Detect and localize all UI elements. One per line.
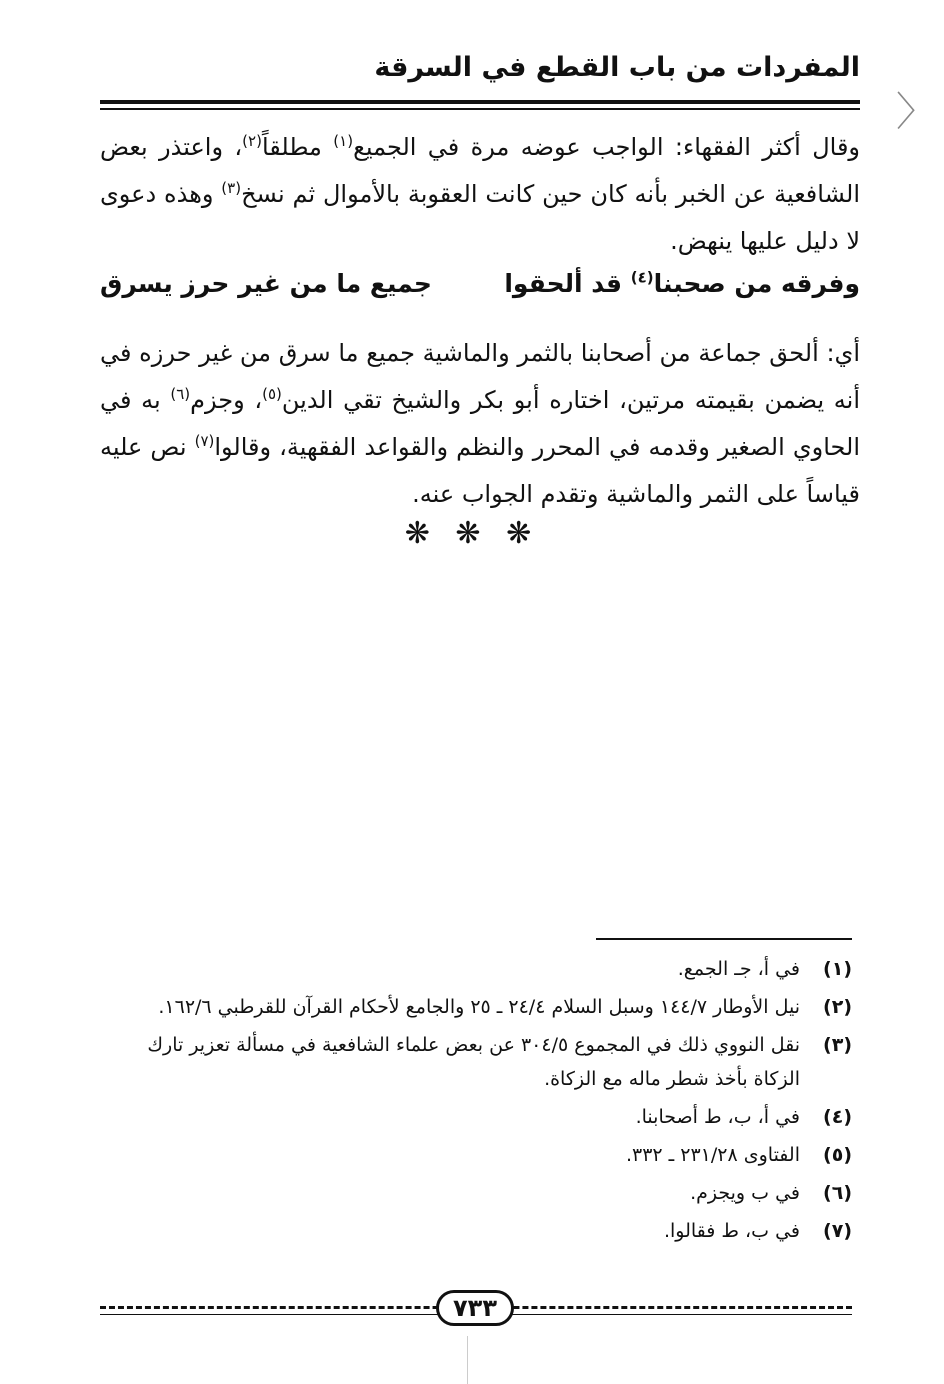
footnote-number: (٦)	[823, 1182, 852, 1204]
header-rule-thin	[100, 108, 860, 110]
footnote-rule	[596, 938, 852, 940]
footnote-ref-1[interactable]: (١)	[333, 132, 354, 150]
verse-text-a: وفرقه من صحبنا	[653, 269, 860, 298]
footnote-text: في ب ويجزم.	[690, 1182, 800, 1204]
paragraph-2	[100, 330, 860, 518]
header-rule-thick	[100, 100, 860, 104]
footnote-item	[102, 952, 852, 986]
footnote-item	[102, 1176, 852, 1210]
paragraph-1	[100, 124, 860, 265]
verse-second-hemistich: جميع ما من غير حرز يسرق	[100, 269, 432, 298]
footnotes-list	[102, 952, 852, 1248]
p2-text-c: به في الحاوي الصغير وقدمه في المحرر والنظم والقواعد الفقهية، وقالوا	[100, 386, 860, 461]
footnote-item	[102, 1214, 852, 1248]
footnote-number: (٢)	[823, 996, 852, 1018]
verse-line	[100, 262, 860, 306]
running-title: المفردات من باب القطع في السرقة	[374, 52, 860, 83]
p1-text-c: ، واعتذر بعض الشافعية عن الخبر بأنه كان حين كانت العقوبة بالأموال ثم نسخ	[100, 133, 860, 208]
footnote-number: (١)	[823, 958, 852, 980]
footnote-item	[102, 1028, 852, 1096]
footnote-text: نيل الأوطار ١٤٤/٧ وسبل السلام ٢٤/٤ ـ ٢٥ والجامع لأحكام القرآن للقرطبي ١٦٢/٦.	[158, 996, 800, 1018]
footnote-number: (٤)	[823, 1106, 852, 1128]
footnote-text: في أ، جـ الجمع.	[677, 958, 800, 980]
footnote-ref-3[interactable]: (٣)	[221, 179, 242, 197]
footnote-number: (٧)	[823, 1220, 852, 1242]
p2-text-a: أي: ألحق جماعة من أصحابنا بالثمر والماشية جميع ما سرق من غير حرزه في أنه يضمن بقيمته مرتين، اختاره أبو بكر والشيخ تقي الدين	[100, 339, 861, 414]
footnote-text: الفتاوى ٢٣١/٢٨ ـ ٣٣٢.	[625, 1144, 800, 1166]
footnote-ref-6[interactable]: (٦)	[170, 385, 191, 403]
footnote-item	[102, 1138, 852, 1172]
p2-text-d: نص عليه قياساً على الثمر والماشية وتقدم الجواب عنه.	[100, 433, 860, 508]
verse-first-hemistich	[504, 262, 860, 306]
footnote-ref-5[interactable]: (٥)	[262, 385, 282, 403]
section-separator-ornament-icon: ❋ ❋ ❋	[404, 516, 540, 551]
page-number: ٧٣٣	[436, 1290, 514, 1326]
p1-text-a: وقال أكثر الفقهاء: الواجب عوضه مرة في الجميع	[353, 133, 861, 161]
footnote-ref-2[interactable]: (٢)	[242, 132, 262, 150]
footnote-ref-7[interactable]: (٧)	[194, 432, 215, 450]
page-edge-chevron-icon: 〉	[896, 89, 936, 135]
footnote-text: في أ، ب، ط أصحابنا.	[635, 1106, 800, 1128]
footnote-number: (٥)	[823, 1144, 852, 1166]
footnote-text: في ب، ط فقالوا.	[663, 1220, 800, 1242]
footnote-item	[102, 990, 852, 1024]
gutter-mark	[467, 1336, 468, 1384]
footnote-item	[102, 1100, 852, 1134]
p1-text-b: مطلقاً	[261, 133, 334, 161]
p2-text-b: ، وجزم	[190, 386, 263, 414]
footnote-number: (٣)	[823, 1034, 852, 1056]
footnote-text: نقل النووي ذلك في المجموع ٣٠٤/٥ عن بعض علماء الشافعية في مسألة تعزير تارك الزكاة بأخذ شطر ماله مع الزكاة.	[147, 1034, 800, 1090]
p1-text-d: وهذه دعوى لا دليل عليها ينهض.	[100, 180, 860, 255]
verse-text-b: قد ألحقوا	[504, 269, 631, 298]
footnote-ref-4[interactable]: (٤)	[630, 268, 654, 287]
